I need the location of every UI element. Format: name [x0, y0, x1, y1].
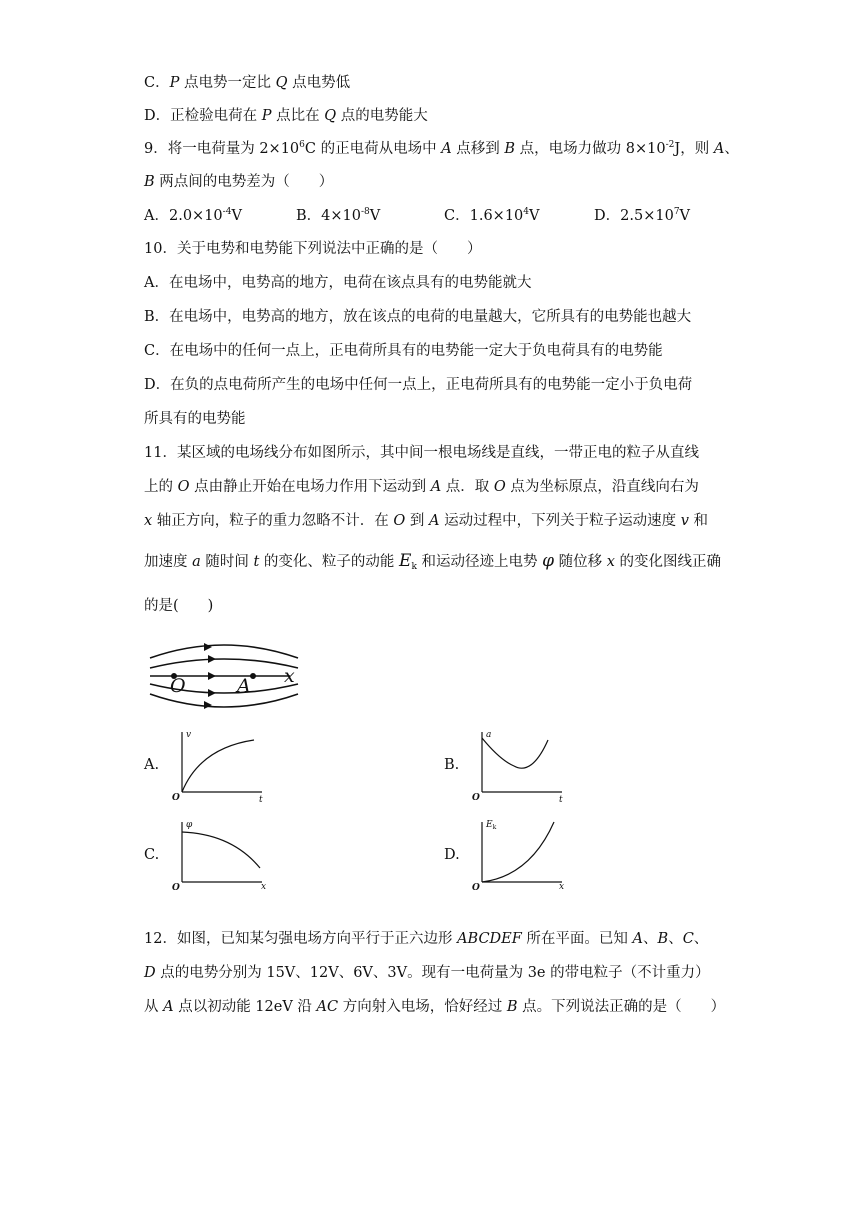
- text: 点的电势分别为 15V、12V、6V、3V。现有一电荷量为 3e 的带电粒子（不计重力）: [155, 965, 710, 981]
- var-ac: AC: [316, 999, 339, 1015]
- text: 9．将一电荷量为 2×10: [144, 141, 300, 157]
- graph-b: [470, 726, 570, 804]
- q11-stem-line5: 的是( ): [144, 598, 214, 614]
- var-x: x: [606, 554, 615, 570]
- text: 点为坐标原点，沿直线向右为: [505, 479, 699, 495]
- var-b: B: [657, 931, 669, 947]
- text: 上的: [144, 479, 178, 495]
- option-letter: C．: [144, 75, 170, 91]
- var-phi: φ: [542, 551, 555, 571]
- exponent: -4: [222, 207, 232, 217]
- curve: [482, 822, 554, 882]
- text: 运动过程中，下列关于粒子运动速度: [439, 513, 681, 529]
- text: 点由静止开始在电场力作用下运动到: [189, 479, 431, 495]
- exponent: 6: [299, 140, 305, 150]
- option-letter: B．: [296, 208, 322, 224]
- q11-stem-line3: [144, 511, 708, 531]
- text: 和: [688, 513, 709, 529]
- q12-stem-line1: [144, 929, 708, 949]
- q9-option-a: [144, 206, 242, 226]
- exponent: -8: [360, 207, 370, 217]
- var-a: A: [163, 999, 174, 1015]
- text: 、: [643, 931, 658, 947]
- text: 从: [144, 999, 164, 1015]
- text: 点。下列说法正确的是（ ）: [517, 999, 726, 1015]
- option-letter: C．: [444, 208, 470, 224]
- q10-option-d-line1: D．在负的点电荷所产生的电场中任何一点上，正电荷所具有的电势能一定小于负电荷: [144, 377, 693, 393]
- var-a: A: [713, 141, 725, 157]
- text: 随时间: [200, 554, 254, 570]
- origin-label: O: [172, 793, 180, 803]
- var-b: B: [506, 999, 518, 1015]
- graph-c-label: C.: [144, 847, 160, 863]
- origin-label: O: [472, 883, 480, 893]
- var-v: v: [680, 513, 689, 529]
- var-a: A: [441, 141, 452, 157]
- text: C 的正电荷从电场中: [304, 141, 442, 157]
- text: 的变化、粒子的动能: [259, 554, 400, 570]
- text: 和运动径迹上电势: [416, 554, 543, 570]
- text: 加速度: [144, 554, 193, 570]
- var-o: O: [393, 513, 406, 529]
- var-hexagon: ABCDEF: [457, 931, 522, 947]
- var-d: D: [144, 965, 156, 981]
- origin-label: O: [472, 793, 480, 803]
- curve: [182, 832, 260, 868]
- text: 4×10: [321, 208, 361, 224]
- graph-b-label: B.: [444, 757, 460, 773]
- var-a: A: [429, 513, 440, 529]
- y-sub: k: [492, 824, 497, 831]
- point-a: [250, 673, 256, 679]
- option-text: 点的电势能大: [336, 108, 428, 124]
- var-c: C: [682, 931, 694, 947]
- q12-stem-line2: [144, 963, 710, 983]
- graph-a-label: A.: [144, 757, 160, 773]
- text: 、: [693, 931, 709, 947]
- text: V: [231, 208, 242, 224]
- var-o: O: [493, 479, 506, 495]
- y-var: E: [486, 820, 493, 830]
- option-letter: A．: [144, 208, 169, 224]
- graph-c: [170, 816, 270, 894]
- text: 的变化图线正确: [614, 554, 722, 570]
- graph-d: [470, 816, 570, 894]
- q10-option-d-line2: 所具有的电势能: [144, 411, 246, 427]
- q9-stem-line1: [144, 139, 739, 159]
- y-label: φ: [186, 820, 193, 830]
- var-a: A: [430, 479, 442, 495]
- var-b: B: [144, 174, 155, 190]
- text: 、: [668, 931, 683, 947]
- option-text: 点电势低: [287, 75, 351, 91]
- text: 点以初动能 12eV 沿: [173, 999, 317, 1015]
- q10-option-c: C．在电场中的任何一点上，正电荷所具有的电势能一定大于负电荷具有的电势能: [144, 343, 663, 359]
- field-lines-figure: [146, 638, 306, 714]
- field-line-top-inner: [150, 659, 298, 668]
- x-label: t: [259, 795, 263, 805]
- text: J，则: [674, 141, 714, 157]
- x-label: x: [261, 882, 267, 892]
- text: 轴正方向，粒子的重力忽略不计．在: [152, 513, 394, 529]
- text: 点，电场力做功 8×10: [515, 141, 666, 157]
- graph-a: [170, 726, 270, 804]
- var-p: P: [261, 108, 272, 124]
- q8-option-d: [144, 106, 428, 126]
- q9-option-c: [444, 206, 540, 226]
- text: 12．如图，已知某匀强电场方向平行于正六边形: [144, 931, 458, 947]
- q10-option-a: A．在电场中，电势高的地方，电荷在该点具有的电势能就大: [144, 275, 532, 291]
- q10-stem: 10．关于电势和电势能下列说法中正确的是（ ）: [144, 241, 482, 257]
- text: 到: [405, 513, 430, 529]
- graph-d-label: D.: [444, 847, 460, 863]
- origin-label: O: [172, 883, 180, 893]
- text: 随位移: [554, 554, 607, 570]
- text: 所在平面。已知: [521, 931, 633, 947]
- q8-option-c: [144, 73, 350, 93]
- option-text: 正检验电荷在: [170, 108, 262, 124]
- arrowhead: [204, 701, 212, 709]
- exponent: 7: [673, 207, 680, 217]
- q9-stem-line2: [144, 172, 333, 192]
- subscript: k: [411, 562, 417, 572]
- y-label: v: [186, 730, 192, 740]
- curve: [482, 738, 548, 768]
- y-label: a: [486, 730, 492, 740]
- text: 2.0×10: [168, 208, 223, 224]
- text: 点移到: [451, 141, 505, 157]
- var-t: t: [253, 554, 260, 570]
- text: 1.6×10: [469, 208, 524, 224]
- var-e: E: [399, 551, 412, 571]
- var-a: a: [192, 554, 201, 570]
- text: V: [679, 208, 691, 224]
- text: 、: [724, 141, 739, 157]
- text: 两点间的电势差为（ ）: [154, 174, 334, 190]
- var-b: B: [504, 141, 516, 157]
- var-o: O: [177, 479, 190, 495]
- arrowhead: [208, 689, 216, 697]
- q9-option-d: [594, 206, 690, 226]
- exponent: 4: [523, 207, 530, 217]
- var-q: Q: [324, 108, 337, 124]
- var-p: P: [169, 75, 180, 91]
- option-letter: D．: [144, 108, 171, 124]
- text: V: [529, 208, 540, 224]
- var-a: A: [632, 931, 644, 947]
- text: 2.5×10: [620, 208, 674, 224]
- option-letter: D．: [594, 208, 621, 224]
- label-x: x: [284, 665, 295, 687]
- arrowhead: [208, 655, 216, 663]
- option-text: 点比在: [271, 108, 325, 124]
- q11-stem-line4: [144, 551, 721, 572]
- q11-stem-line2: [144, 477, 699, 497]
- text: 方向射入电场，恰好经过: [338, 999, 507, 1015]
- y-label: [485, 820, 497, 831]
- text: V: [369, 208, 381, 224]
- exponent: -2: [665, 140, 675, 150]
- q11-stem-line1: 11．某区域的电场线分布如图所示，其中间一根电场线是直线，一带正电的粒子从直线: [144, 445, 699, 461]
- label-o: O: [170, 675, 186, 697]
- arrowhead: [208, 672, 216, 680]
- field-line-top-outer: [150, 645, 298, 658]
- curve: [182, 740, 254, 792]
- var-q: Q: [275, 75, 288, 91]
- option-text: 点电势一定比: [179, 75, 276, 91]
- label-a: A: [237, 675, 251, 697]
- q12-stem-line3: [144, 997, 725, 1017]
- q10-option-b: B．在电场中，电势高的地方，放在该点的电荷的电量越大，它所具有的电势能也越大: [144, 309, 692, 325]
- var-x: x: [144, 513, 153, 529]
- x-label: x: [559, 882, 565, 892]
- x-label: t: [559, 795, 563, 805]
- arrowhead: [204, 643, 212, 651]
- text: 点．取: [441, 479, 494, 495]
- q9-option-b: [296, 206, 380, 226]
